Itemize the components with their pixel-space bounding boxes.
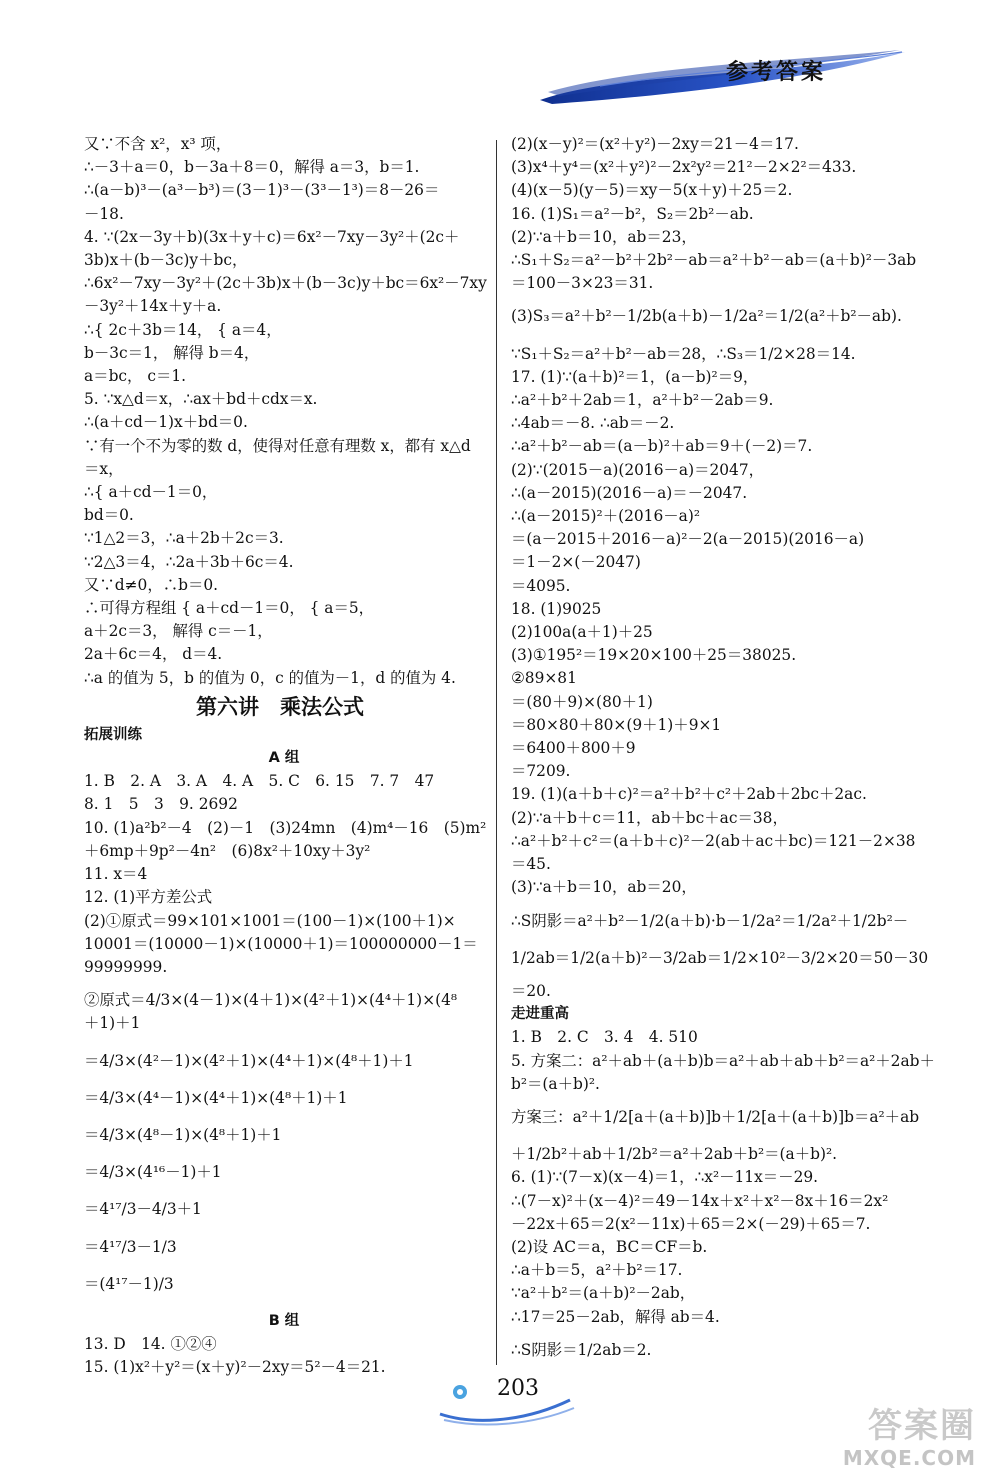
answer-line: 5. ∵x△d＝x，∴ax＋bd＋cdx＝x.	[84, 390, 318, 409]
answer-line: 3b)x＋(b－3c)y＋bc，	[84, 251, 248, 270]
answer-line: ∴－3＋a＝0，b－3a＋8＝0，解得 a＝3，b＝1.	[84, 158, 420, 177]
answer-line: 1. B 2. C 3. 4 4. 510	[511, 1028, 698, 1047]
answer-line: ＋6mp＋9p²－4n² (6)8x²＋10xy＋3y²	[84, 841, 371, 860]
answer-line: ＝4/3×(4⁴－1)×(4⁴＋1)×(4⁸＋1)＋1	[84, 1088, 348, 1107]
answer-line: 10. (1)a²b²－4 (2)－1 (3)24mn (4)m⁴－16 (5)m²	[84, 818, 487, 837]
answer-line: a＝bc， c＝1.	[84, 367, 187, 386]
watermark-logo-text: 答案圈	[868, 1406, 976, 1446]
answer-line: (3)x⁴＋y⁴＝(x²＋y²)²－2x²y²＝21²－2×2²＝433.	[511, 158, 857, 177]
answer-line: ＝6400＋800＋9	[511, 739, 636, 758]
answer-line: ＝1－2×(－2047)	[511, 553, 641, 572]
answer-line: ＋1/2b²＋ab＋1/2b²＝a²＋2ab＋b²＝(a＋b)².	[511, 1145, 838, 1164]
answer-line: 6. (1)∵(7－x)(x－4)＝1，∴x²－11x＝－29.	[511, 1168, 819, 1187]
answer-line: (3)∵a＋b＝10，ab＝20，	[511, 878, 697, 897]
answer-line: 17. (1)∵(a＋b)²＝1，(a－b)²＝9，	[511, 367, 759, 386]
chapter-title: 第六讲 乘法公式	[196, 693, 364, 719]
answer-line: ②原式＝4/3×(4－1)×(4＋1)×(4²＋1)×(4⁴＋1)×(4⁸	[84, 991, 458, 1010]
answer-line: 13. D 14. ①②④	[84, 1335, 217, 1354]
answer-line: ∴{ 2c＋3b＝14， { a＝4，	[84, 320, 282, 339]
answer-line: (4)(x－5)(y－5)＝xy－5(x＋y)＋25＝2.	[511, 181, 793, 200]
page-header	[0, 0, 1000, 120]
answer-line: ∴a²＋b²＋2ab＝1，a²＋b²－2ab＝9.	[511, 391, 774, 410]
answer-line: ＝7209.	[511, 762, 571, 781]
left-answer-column	[84, 133, 487, 1380]
answer-line: ∵S₁＋S₂＝a²＋b²－ab＝28，∴S₃＝1/2×28＝14.	[511, 344, 856, 363]
answer-line: －3y²＋14x＋y＋a.	[84, 297, 222, 316]
answer-line: (2)①原式＝99×101×1001＝(100－1)×(100＋1)×	[84, 911, 456, 930]
answer-line: ∴4ab＝－8. ∴ab＝－2.	[511, 414, 675, 433]
answer-line: ＝4/3×(4¹⁶－1)＋1	[84, 1163, 222, 1182]
answer-line: ＋1)＋1	[84, 1014, 141, 1033]
answer-line: ＝4/3×(4⁸－1)×(4⁸＋1)＋1	[84, 1125, 282, 1144]
answer-line: ∴S阴影＝1/2ab＝2.	[511, 1340, 652, 1359]
answer-line: ＝100－3×23＝31.	[511, 274, 654, 293]
watermark-url: MXQE.COM	[842, 1446, 976, 1470]
answer-line: bd＝0.	[84, 506, 134, 525]
answer-line: 1/2ab＝1/2(a＋b)²－3/2ab＝1/2×10²－3/2×20＝50－30	[511, 948, 929, 967]
answer-line: ＝(4¹⁷－1)/3	[84, 1274, 174, 1293]
answer-line: ∴a 的值为 5，b 的值为 0，c 的值为－1，d 的值为 4.	[84, 668, 456, 687]
answer-line: 11. x＝4	[84, 865, 148, 884]
answer-line: b²＝(a＋b)².	[511, 1074, 600, 1093]
answer-line: ∴(a－2015)²＋(2016－a)²	[511, 507, 701, 526]
answer-line: ∴17＝25－2ab，解得 ab＝4.	[511, 1307, 720, 1326]
answer-line: ＝(80＋9)×(80＋1)	[511, 692, 653, 711]
answer-line: a＋2c＝3， 解得 c＝－1，	[84, 622, 273, 641]
answer-line: ∴{ a＋cd－1＝0，	[84, 483, 218, 502]
answer-line: (3)S₃＝a²＋b²－1/2b(a＋b)－1/2a²＝1/2(a²＋b²－ab).	[511, 307, 902, 326]
column-divider	[496, 140, 497, 1365]
answer-line: (2)100a(a＋1)＋25	[511, 623, 653, 642]
answer-line: ∴a＋b＝5，a²＋b²＝17.	[511, 1261, 683, 1280]
answer-line: ∴a²＋b²＋c²＝(a＋b＋c)²－2(ab＋ac＋bc)＝121－2×38	[511, 831, 916, 850]
section-heading: 走进重高	[511, 1006, 569, 1023]
answer-line: (2)(x－y)²＝(x²＋y²)－2xy＝21－4＝17.	[511, 135, 799, 153]
answer-line: ＝80×80＋80×(9＋1)＋9×1	[511, 715, 722, 734]
answer-line: ∴S阴影＝a²＋b²－1/2(a＋b)·b－1/2a²＝1/2a²＋1/2b²－	[511, 911, 909, 930]
answer-line: 16. (1)S₁＝a²－b²，S₂＝2b²－ab.	[511, 204, 754, 223]
answer-line: 4. ∵(2x－3y＋b)(3x＋y＋c)＝6x²－7xy－3y²＋(2c＋	[84, 227, 460, 246]
answer-line: ＝4095.	[511, 576, 571, 595]
answer-line: ∵a²＋b²＝(a＋b)²－2ab，	[511, 1284, 696, 1303]
answer-line: 10001＝(10000－1)×(10000＋1)＝100000000－1＝	[84, 934, 478, 953]
answer-line: ∵有一个不为零的数 d，使得对任意有理数 x，都有 x△d	[84, 436, 471, 455]
answer-line: ∵2△3＝4，∴2a＋3b＋6c＝4.	[84, 552, 294, 571]
answer-line: ∴a²＋b²－ab＝(a－b)²＋ab＝9＋(－2)＝7.	[511, 437, 813, 456]
answer-line: 1. B 2. A 3. A 4. A 5. C 6. 15 7. 7 47	[84, 772, 435, 791]
answer-line: 又∵d≠0，∴b＝0.	[84, 575, 219, 594]
answer-line: (2)设 AC＝a，BC＝CF＝b.	[511, 1237, 708, 1256]
answer-line: ＝4/3×(4²－1)×(4²＋1)×(4⁴＋1)×(4⁸＋1)＋1	[84, 1051, 414, 1070]
section-heading: 拓展训练	[84, 726, 142, 743]
answer-line: ＝4¹⁷/3－1/3	[84, 1237, 177, 1256]
answer-line: 12. (1)平方差公式	[84, 888, 213, 907]
answer-line: ∵1△2＝3，∴a＋2b＋2c＝3.	[84, 529, 284, 548]
answer-line: 方案三：a²＋1/2[a＋(a＋b)]b＋1/2[a＋(a＋b)]b＝a²＋ab	[511, 1107, 920, 1126]
answer-line: －22x＋65＝2(x²－11x)＋65＝2×(－29)＋65＝7.	[511, 1214, 871, 1233]
answer-line: ＝4¹⁷/3－4/3＋1	[84, 1200, 202, 1219]
answer-line: 5. 方案二：a²＋ab＋(a＋b)b＝a²＋ab＋ab＋b²＝a²＋2ab＋	[511, 1051, 935, 1070]
answer-line: (3)①195²＝19×20×100＋25＝38025.	[511, 646, 797, 665]
answer-line: 又∵不含 x²，x³ 项，	[84, 135, 232, 153]
answer-line: 18. (1)9025	[511, 599, 602, 618]
answer-line: (2)∵a＋b＝10，ab＝23，	[511, 227, 697, 246]
answer-line: ∴6x²－7xy－3y²＋(2c＋3b)x＋(b－3c)y＋bc＝6x²－7xy	[84, 274, 487, 293]
header-title: 参考答案	[726, 60, 827, 85]
answer-line: ＝x，	[84, 459, 124, 478]
answer-line: ∴可得方程组 { a＋cd－1＝0， { a＝5，	[84, 599, 375, 618]
answer-line: ＝(a－2015＋2016－a)²－2(a－2015)(2016－a)	[511, 530, 865, 549]
answer-line: ＝20.	[511, 981, 551, 1000]
answer-line: ＝45.	[511, 855, 551, 874]
answer-line: ∴(a－b)³－(a³－b³)＝(3－1)³－(3³－1³)＝8－26＝	[84, 181, 440, 200]
group-heading: B 组	[268, 1312, 300, 1329]
answer-line: ∴(a＋cd－1)x＋bd＝0.	[84, 413, 248, 432]
answer-line: ②89×81	[511, 669, 577, 688]
answer-line: ∴S₁＋S₂＝a²－b²＋2b²－ab＝a²＋b²－ab＝(a＋b)²－3ab	[511, 251, 917, 270]
right-answer-column	[511, 133, 935, 1362]
answer-line: 2a＋6c＝4， d＝4.	[84, 645, 223, 664]
answer-line: 19. (1)(a＋b＋c)²＝a²＋b²＋c²＋2ab＋2bc＋2ac.	[511, 785, 867, 804]
answer-line: b－3c＝1， 解得 b＝4，	[84, 343, 260, 362]
answer-line: 15. (1)x²＋y²＝(x＋y)²－2xy＝5²－4＝21.	[84, 1358, 386, 1377]
answer-line: ∴(7－x)²＋(x－4)²＝49－14x＋x²＋x²－8x＋16＝2x²	[511, 1191, 889, 1210]
answer-line: (2)∵(2015－a)(2016－a)＝2047，	[511, 460, 765, 479]
answer-line: 8. 1 5 3 9. 2692	[84, 795, 238, 814]
answer-line: (2)∵a＋b＋c＝11，ab＋bc＋ac＝38，	[511, 808, 788, 827]
answer-line: ∴(a－2015)(2016－a)＝－2047.	[511, 483, 748, 502]
page-number: 203	[497, 1376, 539, 1401]
answer-line: 99999999.	[84, 957, 168, 976]
answer-line: －18.	[84, 204, 124, 223]
group-heading: A 组	[268, 750, 300, 767]
